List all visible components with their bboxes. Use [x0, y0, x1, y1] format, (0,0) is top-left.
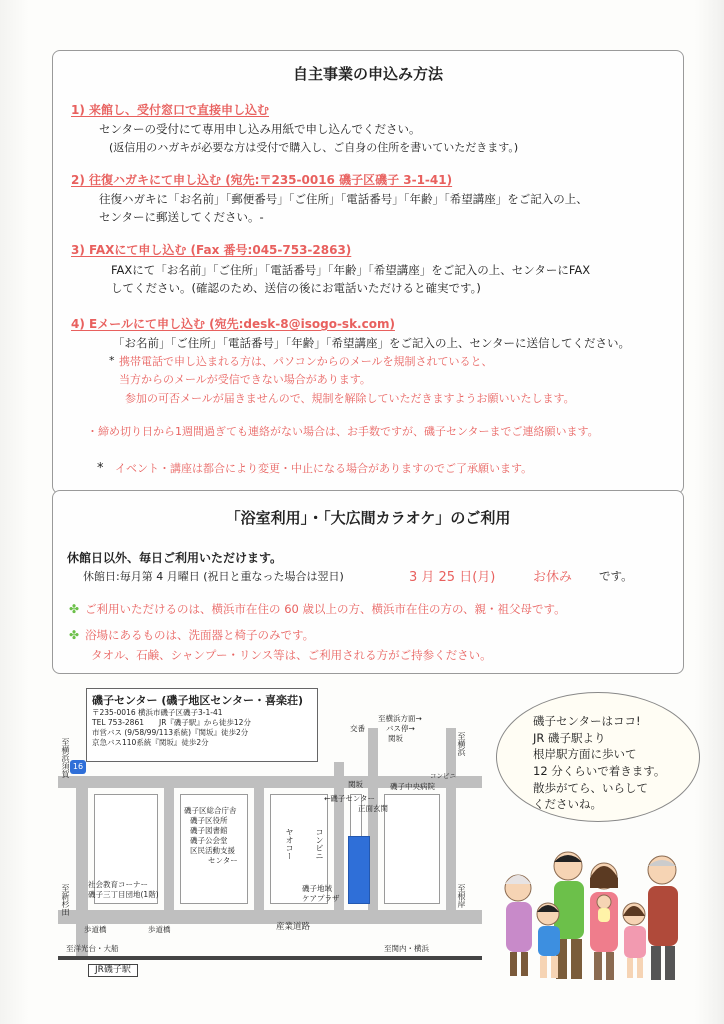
center-tel: TEL 753-2861 JR『磯子駅』から徒歩12分 [92, 718, 251, 728]
gov2-label: 磯子区役所 [190, 816, 228, 825]
method4-note1: 携帯電話で申し込まれる方は、パソコンからのメールを規制されていると、 [119, 355, 493, 368]
gov3-label: 磯子図書館 [190, 826, 228, 835]
conbini2-label: コンビニ [315, 828, 324, 860]
clover-icon: ✤ [69, 628, 80, 642]
family-illustration [486, 836, 714, 986]
koban-label: 交番 [350, 724, 365, 733]
method1-heading: 1) 来館し、受付窓口で直接申し込む [71, 103, 270, 117]
to-isogo-top-label: 至横浜須賀 [61, 738, 70, 778]
center-bus2: 京急バス110系統『関坂』徒歩2分 [92, 738, 209, 748]
section2-title: 「浴室利用」・「大広間カラオケ」のご利用 [225, 509, 511, 527]
hospital-label: 磯子中央病院 [390, 782, 435, 791]
deadline-note: ・締め切り日から1週間過ぎても連絡がない場合は、お手数ですが、磯子センターまでご連絡願います。 [87, 425, 599, 438]
open-days-text: 休館日以外、毎日ご利用いただけます。 [67, 551, 283, 565]
method1-line2: (返信用のハガキが必要な方は受付で購入し、ご自身の住所を書いていただきます。) [109, 141, 519, 154]
isogo-center-building [348, 836, 370, 904]
to-yokodai-label: 至洋光台・大船 [66, 944, 119, 953]
social2-label: 磯子三丁目団地(1階) [88, 890, 159, 899]
eligibility-line: ✤ ご利用いただけるのは、横浜市在住の 60 歳以上の方、横浜市在住の方の、親・祖父母です。 [69, 602, 566, 616]
application-methods-box [52, 50, 684, 494]
bus-stop-label: バス停→ [386, 724, 415, 733]
yaoko-label: ヤオコー [285, 828, 294, 860]
bath-karaoke-box [52, 490, 684, 674]
gov1-label: 磯子区総合庁舎 [184, 806, 237, 815]
center-info-box [86, 688, 318, 762]
method4-line1: 「お名前」「ご住所」「電話番号」「年齢」「希望講座」をご記入の上、センターに送信してください。 [113, 336, 631, 350]
sangyo-road-label: 産業道路 [276, 922, 311, 932]
clover-icon: ✤ [69, 602, 80, 616]
gov6-label: センター [208, 856, 238, 865]
hodokyo2-label: 歩道橋 [148, 925, 171, 934]
center-address: 〒235-0016 横浜市磯子区磯子3-1-41 [92, 708, 223, 717]
gov5-label: 区民活動支援 [190, 846, 235, 855]
north-yokohama-label: 至横浜 [457, 732, 466, 756]
speech-bubble [496, 692, 700, 822]
road-2 [164, 776, 174, 924]
route16-sign: 16 [70, 760, 86, 774]
bath-items-line: ✤ 浴場にあるものは、洗面器と椅子のみです。 [69, 628, 315, 642]
road-sangyo [58, 910, 482, 924]
care2-label: ケアプラザ [302, 894, 340, 903]
jr-station-label: JR磯子駅 [88, 964, 138, 977]
method3-line1: FAXにて「お名前」「ご住所」「電話番号」「年齢」「希望講座」をご記入の上、センターにFAX [111, 263, 591, 277]
section1-title: 自主事業の申込み方法 [292, 65, 443, 83]
road-east [446, 728, 456, 924]
center-entrance2-label: 正面玄関 [358, 804, 388, 813]
method2-heading: 2) 往復ハガキにて申し込む (宛先:〒235-0016 磯子区磯子 3-1-41) [71, 173, 453, 187]
sekizaka-label: 関坂 [388, 734, 403, 743]
to-negishi-label: 至根岸 [457, 884, 466, 908]
conbini1-label: コンビニ [430, 772, 456, 780]
center-entrance-label: ←磯子センター [324, 794, 375, 803]
method4-heading: 4) Eメールにて申し込む (宛先:desk-8@isogo-sk.com) [71, 317, 395, 331]
to-sekiuchi-label: 至関内・横浜 [384, 944, 429, 953]
access-map [58, 688, 482, 982]
method4-note2: 当方からのメールが受信できない場合があります。 [119, 373, 371, 386]
center-title: 磯子センター (磯子地区センター・喜楽荘) [92, 694, 304, 707]
road-3 [254, 776, 264, 924]
method3-heading: 3) FAXにて申し込む (Fax 番号:045-753-2863) [71, 243, 352, 257]
method1-line1: センターの受付にて専用申し込み用紙で申し込んでください。 [99, 122, 421, 136]
event-change-note: イベント・講座は都合により変更・中止になる場合がありますのでご了承願います。 [115, 462, 533, 475]
closed-off-text: お休み [533, 570, 573, 585]
method4-note3: 参加の可否メールが届きませんので、規制を解除していただきますようお願いいたします。 [125, 392, 575, 405]
closed-tail-text: です。 [599, 569, 633, 583]
closed-date: 3 月 25 日(月) [409, 570, 496, 585]
map-block-5 [384, 794, 440, 904]
gov4-label: 磯子公会堂 [190, 836, 228, 845]
hodokyo1-label: 歩道橋 [84, 925, 107, 934]
sekizaka2-label: 関坂 [348, 780, 363, 789]
method3-line2: してください。(確認のため、送信の後にお電話いただけると確実です。) [111, 281, 481, 295]
center-bus1: 市営バス (9/58/99/113系統)『関坂』徒歩2分 [92, 728, 249, 738]
closed-day-label: 休館日:毎月第 4 月曜日 (祝日と重なった場合は翌日) [83, 570, 344, 583]
method2-line1: 往復ハガキに「お名前」「郵便番号」「ご住所」「電話番号」「年齢」「希望講座」をご記入の上、 [99, 192, 588, 206]
method2-line2: センターに郵送してください。- [99, 210, 264, 224]
bubble-text: 磯子センターはココ! JR 磯子駅より 根岸駅方面に歩いて 12 分くらいで着きます。 散歩がてら、いらして くださいね。 [533, 714, 666, 812]
bring-items-line: タオル、石鹸、シャンプー・リンス等は、ご利用される方がご持参ください。 [91, 648, 492, 662]
care1-label: 磯子地域 [302, 884, 332, 893]
event-asterisk: * [97, 461, 104, 476]
to-sugita-label: 至新杉田 [61, 884, 70, 916]
note-asterisk: * [109, 354, 115, 367]
jr-railway [58, 956, 482, 960]
yokohama-dir-label: 至横浜方面→ [378, 714, 422, 723]
social1-label: 社会教育コーナー [88, 880, 148, 889]
